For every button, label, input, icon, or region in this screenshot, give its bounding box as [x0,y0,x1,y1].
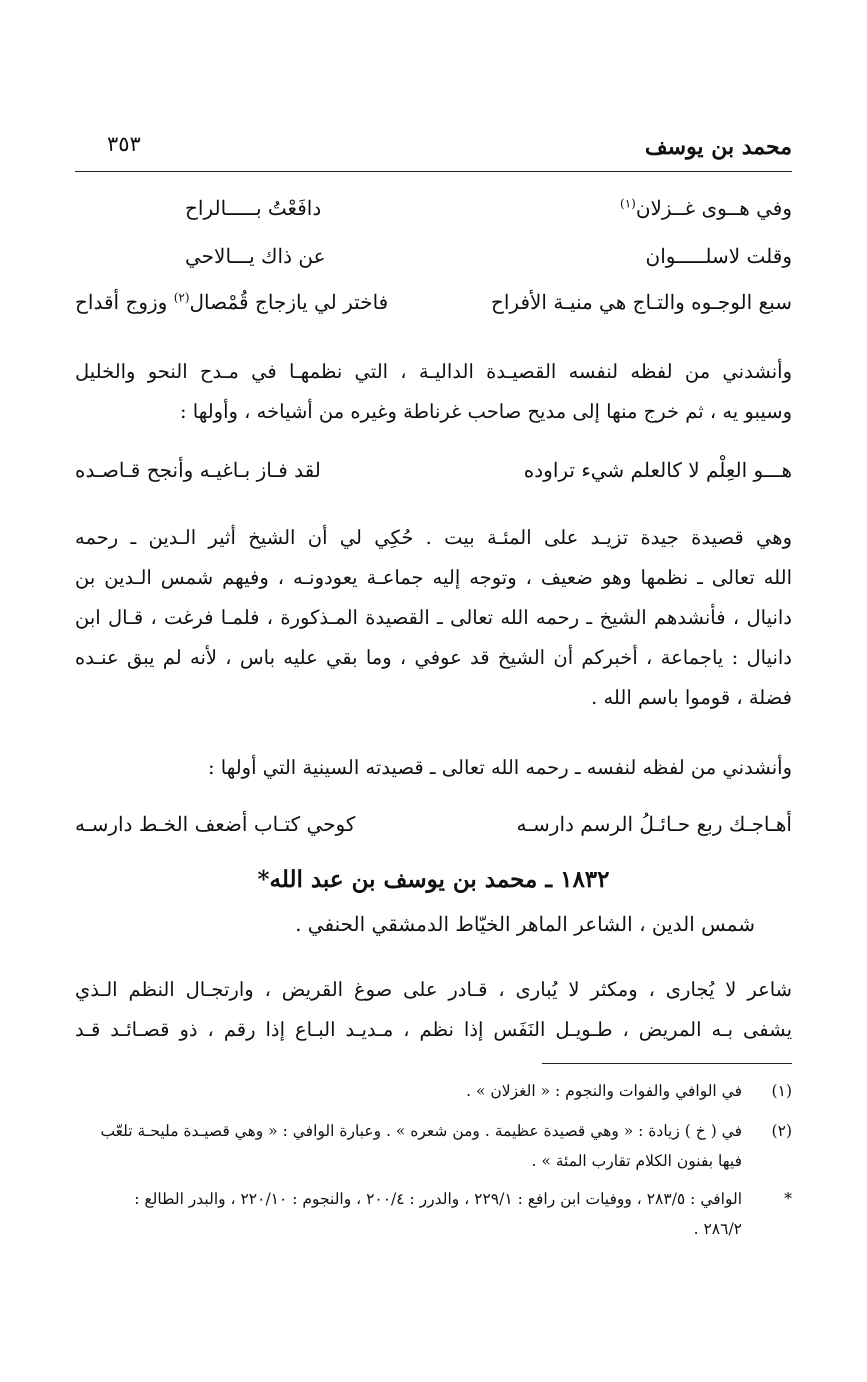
page-number: ٣٥٣ [107,132,141,156]
text-line: شاعر لا يُجارى ، ومكثر لا يُبارى ، قـادر على صوغ القريض ، وارتجـال النظم الـذي [75,978,792,1001]
footnote-ref: (٢) [173,290,190,305]
verse-hemistich-2: دافَعْتُ بـــــالراح [185,196,322,220]
verse-hemistich-2: لقد فـاز بـاغيـه وأنجح قـاصـده [75,458,321,482]
verse-hemistich-2b: وزوج أقداح [75,290,174,314]
footnote [75,1076,792,1106]
footnote-mark: (٢) [771,1122,792,1140]
footnote-ref: (١) [620,196,636,211]
text-line: وأنشدني من لفظه لنفسه القصيـدة الداليـة ، التي نظمهـا في مـدح النحو والخليل [75,360,792,383]
verse-line [75,812,792,848]
verse-hemistich-2: كوحي كتـاب أضعف الخـط دارسـه [75,812,356,836]
verse-hemistich-1: هـــو العِلْم لا كالعلم شيء تراوده [523,458,792,482]
verse-hemistich-1: وقلت لاسلـــــوان [645,244,792,268]
verse-hemistich-2: عن ذاك يـــالاحي [185,244,326,268]
biography-subtitle: شمس الدين ، الشاعر الماهر الخيّاط الدمشقي الحنفي . [295,912,755,936]
header-rule [75,171,792,172]
text-line: وأنشدني من لفظه لنفسه ـ رحمه الله تعالى ـ قصيدته السينية التي أولها : [208,756,792,779]
verse-line [75,196,792,232]
verse-hemistich-1: سبع الوجـوه والتـاج هي منيـة الأفراح [490,290,792,314]
verse-line [75,290,792,326]
verse-line [75,244,792,280]
verse-hemistich-2a: فاختر لي يازجاج قُمْصال [189,290,389,314]
verse-line [75,458,792,494]
paragraph [75,748,792,788]
text-line: الله تعالى ـ نظمها وهو ضعيف ، وتوجه إليه جماعـة يعودونـه ، وفيهم شمس الـدين بن [75,566,792,589]
verse-hemistich-1: وفي هــوى غــزلان [635,196,792,220]
paragraph [75,352,792,432]
footnote [75,1116,792,1176]
footnote-mark: (١) [771,1082,792,1100]
footnote-text: الوافي : ٢٨٣/٥ ، ووفيات ابن رافع : ٢٢٩/١ ، والدرر : ٢٠٠/٤ ، والنجوم : ٢٢٠/١٠ ، والبدر الطالع : [134,1190,742,1208]
paragraph [75,518,792,718]
footnote-mark: * [784,1190,792,1208]
text-line: يشفى بـه المريض ، طـويـل النَفَس إذا نظم ، مـديـد البـاع إذا رقم ، ذو قصـائـد قـد [75,1018,792,1041]
text-line: فضلة ، قوموا باسم الله . [591,686,792,709]
biography-heading: ١٨٣٢ ـ محمد بن يوسف بن عبد الله* [257,866,610,893]
verse-hemistich-1: أهـاجـك ربع حـائـلُ الرسم دارسـه [516,812,792,836]
paragraph [75,970,792,1050]
page-header [75,128,792,172]
footnote-text: ٢٨٦/٢ . [693,1220,742,1238]
footnote-rule [542,1063,792,1064]
text-line: دانيال ، فأنشدهم الشيخ ـ رحمه الله تعالى ـ القصيدة المـذكورة ، فلمـا فرغت ، قـال ابن [75,606,792,629]
footnote [75,1184,792,1244]
footnote-text: فيها بفنون الكلام تقارب المئة » . [531,1152,742,1170]
running-title: محمد بن يوسف [644,134,792,160]
text-line: دانيال : ياجماعة ، أخبركم أن الشيخ قد عوفي ، وما بقي عليه باس ، لأنه لم يبق عنـده [75,646,792,669]
text-line: وسيبو يه ، ثم خرج منها إلى مديح صاحب غرناطة وغيره من أشياخه ، وأولها : [180,400,792,423]
text-line: وهي قصيدة جيدة تزيـد على المئـة بيت . حُكِي لي أن الشيخ أثير الـدين ـ رحمه [75,526,792,549]
footnote-text: في الوافي والفوات والنجوم : « الغزلان » . [466,1082,742,1100]
footnote-text: في ( خ ) زيادة : « وهي قصيدة عظيمة . ومن شعره » . وعبارة الوافي : « وهي قصيـدة مليحـة تلعّب [100,1122,742,1140]
